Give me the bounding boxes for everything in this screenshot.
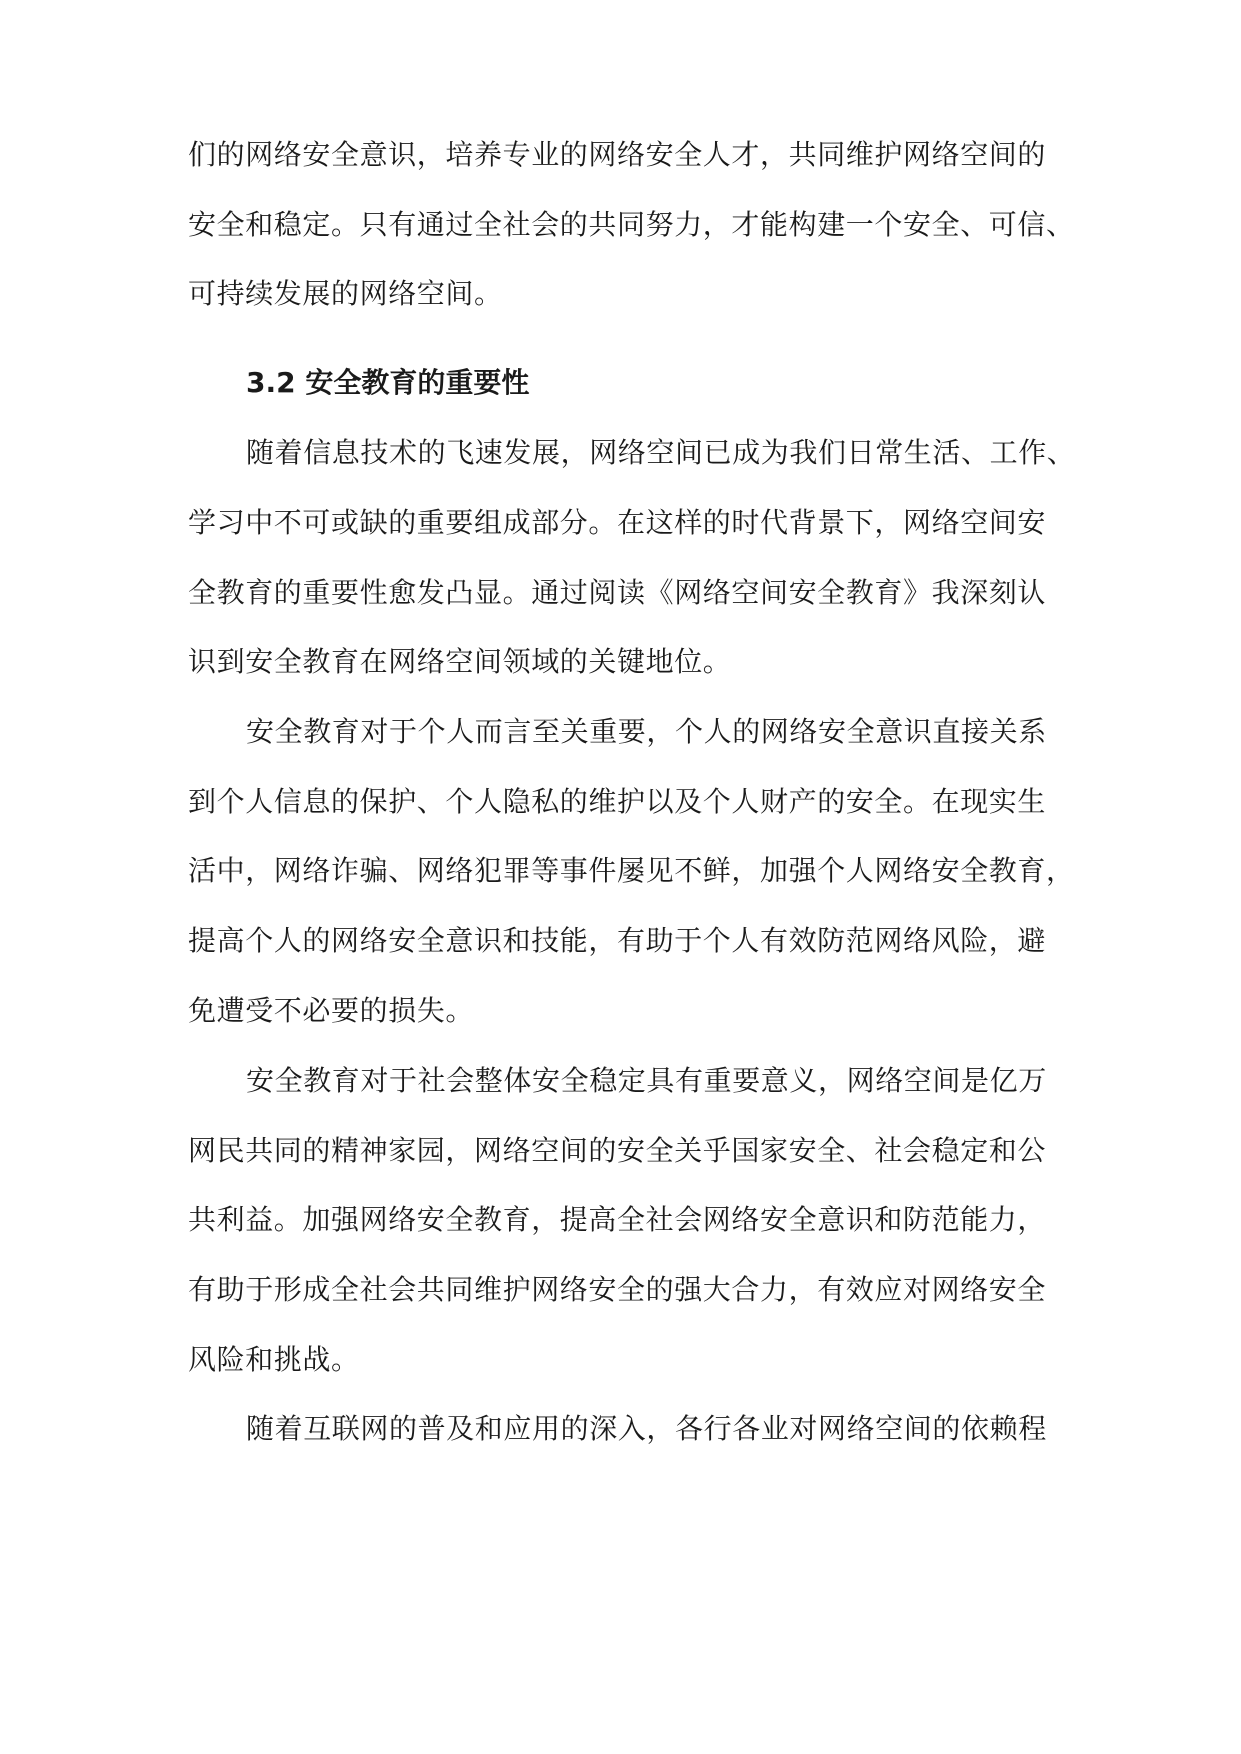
text-line: 安全和稳定。只有通过全社会的共同努力，才能构建一个安全、可信、 <box>188 208 1075 241</box>
text-line: 活中，网络诈骗、网络犯罪等事件屡见不鲜，加强个人网络安全教育， <box>188 854 1075 887</box>
text-line: 们的网络安全意识，培养专业的网络安全人才，共同维护网络空间的 <box>188 138 1047 171</box>
text-line: 提高个人的网络安全意识和技能，有助于个人有效防范网络风险，避 <box>188 924 1047 957</box>
text-line: 到个人信息的保护、个人隐私的维护以及个人财产的安全。在现实生 <box>188 785 1047 818</box>
text-line: 有助于形成全社会共同维护网络安全的强大合力，有效应对网络安全 <box>188 1273 1047 1306</box>
text-line: 免遭受不必要的损失。 <box>188 994 475 1027</box>
text-line: 随着互联网的普及和应用的深入，各行各业对网络空间的依赖程 <box>246 1412 1047 1445</box>
text-line: 全教育的重要性愈发凸显。通过阅读《网络空间安全教育》我深刻认 <box>188 576 1047 609</box>
text-line: 风险和挑战。 <box>188 1343 360 1376</box>
text-line: 识到安全教育在网络空间领域的关键地位。 <box>188 645 732 678</box>
section-heading: 3.2 安全教育的重要性 <box>246 366 530 399</box>
text-line: 可持续发展的网络空间。 <box>188 277 503 310</box>
text-line: 学习中不可或缺的重要组成部分。在这样的时代背景下，网络空间安 <box>188 506 1047 539</box>
text-line: 安全教育对于社会整体安全稳定具有重要意义，网络空间是亿万 <box>246 1064 1047 1097</box>
text-line: 随着信息技术的飞速发展，网络空间已成为我们日常生活、工作、 <box>246 436 1076 469</box>
text-line: 网民共同的精神家园，网络空间的安全关乎国家安全、社会稳定和公 <box>188 1134 1047 1167</box>
text-line: 共利益。加强网络安全教育，提高全社会网络安全意识和防范能力， <box>188 1203 1047 1236</box>
text-line: 安全教育对于个人而言至关重要，个人的网络安全意识直接关系 <box>246 715 1047 748</box>
